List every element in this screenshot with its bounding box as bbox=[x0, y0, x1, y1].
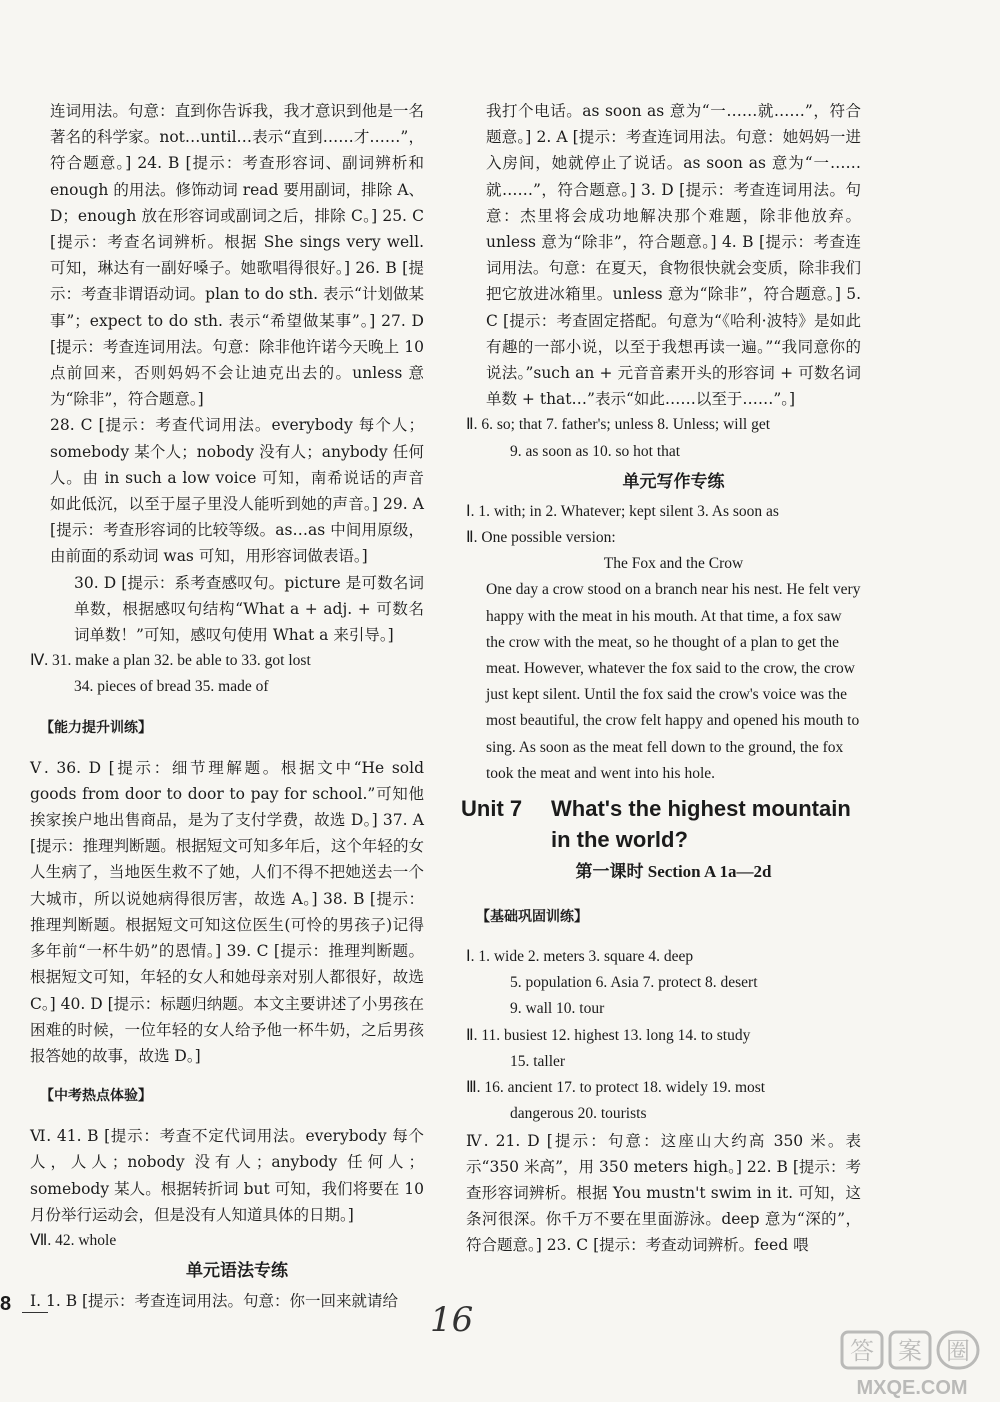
page-number: 8 bbox=[0, 1293, 12, 1315]
answer-row: 34. pieces of bread 35. made of bbox=[74, 678, 269, 696]
essay-title: The Fox and the Crow bbox=[603, 555, 744, 573]
answer-section: Ⅰ. 1. B [提示：考查连词用法。句意：你一回来就请给 bbox=[30, 1292, 399, 1311]
watermark-url: MXQE.COM bbox=[856, 1377, 968, 1399]
answer-row: Ⅲ. 16. ancient 17. to protect 18. widely 19. most bbox=[466, 1079, 766, 1097]
answer-row: Ⅱ. One possible version: bbox=[466, 529, 616, 547]
answer-row: Ⅰ. 1. with; in 2. Whatever; kept silent 3. As soon as bbox=[466, 502, 779, 520]
right-column bbox=[461, 98, 861, 1259]
section-tag: 【基础巩固训练】 bbox=[476, 909, 588, 926]
answer-section: Ⅴ. 36. D [提示：细节理解题。根据文中“He sold goods from door to door to pay for school.”可知他挨家挨户地出售商品，是为了支付学费，故选 D。] 37. A [提示：推理判断题。根据短文可知多年后，这个年轻的女人生病了，当地医生救不了她，人们不得不把她送去一个大城市，所以说她病得很厉害，故选 A。] 38. B [提示：推理判断题。根据短文可知这位医生(可怜的男孩子)记得多年前“一杯牛奶”的恩情。] 39. C [提示：推理判断题。根据短文可知，年轻的女人和她母亲对别人都很好，故选 C。] 40. D [提示：标题归纳题。本文主要讲述了小男孩在困难的时候，一位年轻的女人给予他一杯牛奶，之后男孩报答她的故事，故选 D。] bbox=[30, 758, 424, 1065]
watermark-char-3: 圈 bbox=[946, 1337, 970, 1365]
watermark-logo bbox=[838, 1328, 990, 1400]
unit-heading bbox=[461, 793, 861, 855]
answer-paragraph: 28. C [提示：考查代词用法。everybody 每个人；somebody 某个人；nobody 没有人；anybody 任何人。由 in such a low voice 可知，南希说话的声音如此低沉，以至于屋子里没人能听到她的声音。] 29. A [提示：考查形容词的比较等级。as…as 中间用原级，由前面的系动词 was 可知，用形容词做表语。] bbox=[50, 416, 424, 566]
left-column bbox=[30, 98, 424, 1314]
answer-row: Ⅱ. 11. busiest 12. highest 13. long 14. to study bbox=[466, 1026, 751, 1044]
watermark-char-1: 答 bbox=[850, 1337, 874, 1365]
answer-paragraph: 30. D [提示：系考查感叹句。picture 是可数名词单数，根据感叹句结构“What a + adj. + 可数名词单数！”可知，感叹句使用 What a 来引导。] bbox=[74, 573, 424, 645]
answer-row: 5. population 6. Asia 7. protect 8. desert bbox=[510, 974, 758, 992]
answer-row: 9. wall 10. tour bbox=[510, 1000, 605, 1018]
answer-paragraph: 我打个电话。as soon as 意为“一……就……”，符合题意。] 2. A [提示：考查连词用法。句意：她妈妈一进入房间，她就停止了说话。as soon as 意为“一……就……”，符合题意。] 3. D [提示：考查连词用法。句意：杰里将会成功地解决那个难题，除非他放弃。unless 意为“除非”，符合题意。] 4. B [提示：考查连词用法。句意：在夏天，食物很快就会变质，除非我们把它放进冰箱里。unless 意为“除非”，符合题意。] 5. C [提示：考查固定搭配。句意为“《哈利·波特》是如此有趣的一部小说，以至于我想再读一遍。”“我同意你的说法。”such an + 元音音素开头的形容词 + 可数名词单数 + that…”表示“如此……以至于……”。] bbox=[486, 102, 861, 409]
essay-body: One day a crow stood on a branch near his nest. He felt very happy with the meat in his mouth. At that time, a fox saw the crow with the meat, so he thought of a plan to get the meat. However, whatever the fox said to the crow, the crow just kept silent. Until the fox said the crow's voice was the most beautiful, the crow felt happy and opened his mouth to sing. As soon as the meat fell down to the ground, the fox took the meat and went into his hole. bbox=[486, 581, 861, 782]
section-tag: 【中考热点体验】 bbox=[40, 1088, 152, 1105]
unit-label: Unit 7 bbox=[461, 796, 523, 822]
section-tag: 【能力提升训练】 bbox=[40, 719, 152, 736]
answer-row: Ⅱ. 6. so; that 7. father's; unless 8. Unless; will get bbox=[466, 416, 771, 434]
answer-section: Ⅵ. 41. B [提示：考查不定代词用法。everybody 每个人，人人；nobody 没有人；anybody 任何人；somebody 某人。根据转折词 but 可知，我们将要在 10 月份举行运动会，但是没有人知道具体的日期。] bbox=[30, 1127, 424, 1224]
lesson-title: 第一课时 Section A 1a—2d bbox=[575, 862, 772, 882]
answer-row: 9. as soon as 10. so hot that bbox=[510, 442, 681, 460]
section-title: 单元写作专练 bbox=[622, 471, 725, 492]
answer-row: Ⅳ. 31. make a plan 32. be able to 33. got lost bbox=[30, 652, 311, 670]
answer-section: Ⅳ. 21. D [提示：句意：这座山大约高 350 米。表示“350 米高”，用 350 meters high。] 22. B [提示：考查形容词辨析。根据 You mustn't swim in it. 可知，这条河很深。你千万不要在里面游泳。deep 意为“深的”，符合题意。] 23. C [提示：考查动词辨析。feed 喂 bbox=[466, 1131, 861, 1255]
section-title: 单元语法专练 bbox=[186, 1261, 288, 1282]
unit-title-line-2: in the world? bbox=[551, 827, 688, 853]
answer-row: dangerous 20. tourists bbox=[510, 1105, 647, 1123]
handwritten-page-mark: 16 bbox=[430, 1300, 474, 1340]
page-number-rule bbox=[22, 1312, 48, 1313]
answer-row: Ⅰ. 1. wide 2. meters 3. square 4. deep bbox=[466, 948, 694, 966]
answer-row: Ⅶ. 42. whole bbox=[30, 1231, 117, 1249]
watermark-char-2: 案 bbox=[898, 1337, 922, 1365]
answer-row: 15. taller bbox=[510, 1052, 566, 1070]
answer-paragraph: 连词用法。句意：直到你告诉我，我才意识到他是一名著名的科学家。not…until…表示“直到……才……”，符合题意。] 24. B [提示：考查形容词、副词辨析和 enough 的用法。修饰动词 read 要用副词，排除 A、D；enough 放在形容词或副词之后，排除 C。] 25. C [提示：考查名词辨析。根据 She sings very well. 可知，琳达有一副好嗓子。她歌唱得很好。] 26. B [提示：考查非谓语动词。plan to do sth. 表示“计划做某事”；expect to do sth. 表示“希望做某事”。] 27. D [提示：考查连词用法。句意：除非他许诺今天晚上 10 点前回来，否则妈妈不会让迪克出去的。unless 意为“除非”，符合题意。] bbox=[50, 102, 424, 409]
unit-title-line-1: What's the highest mountain bbox=[551, 796, 851, 822]
